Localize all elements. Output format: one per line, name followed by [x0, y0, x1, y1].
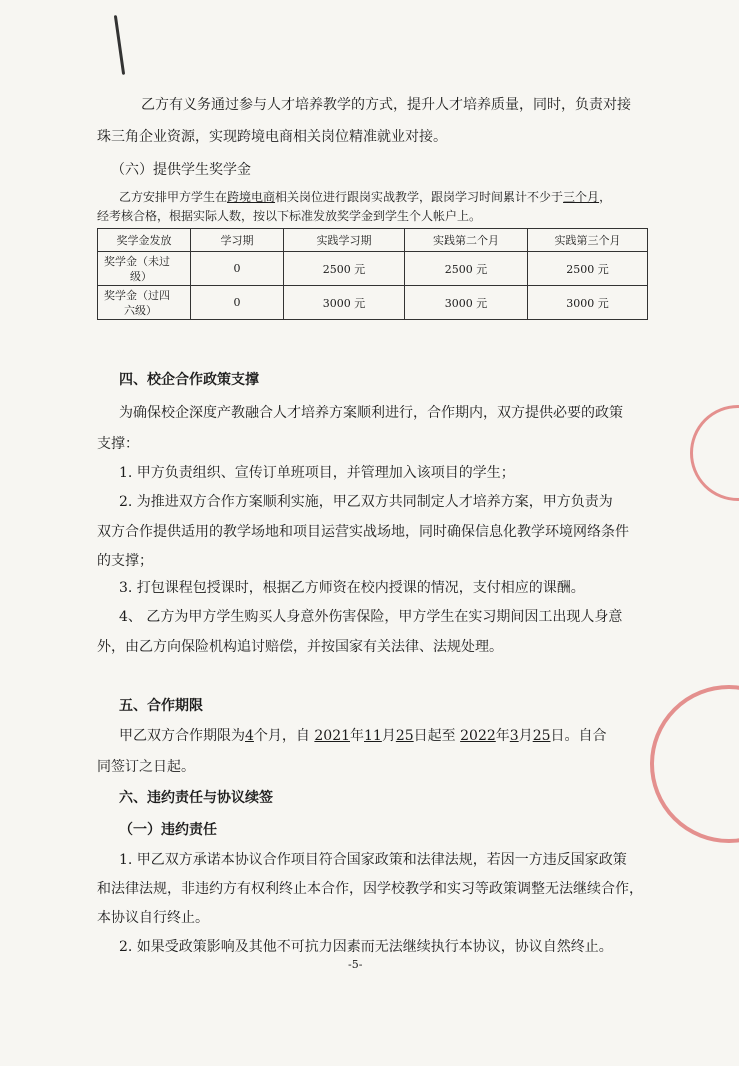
- table-row: [98, 252, 648, 286]
- section6-p2: 2. 如果受政策影响及其他不可抗力因素而无法继续执行本协议，协议自然终止。: [119, 939, 613, 955]
- section6-p1b: 和法律法规，非违约方有权利终止本合作，因学校教学和实习等政策调整无法继续合作，: [97, 881, 643, 897]
- start-month: 11: [364, 728, 382, 744]
- intro-industry: 跨境电商: [227, 190, 276, 204]
- section4-item1: 1. 甲方负责组织、宣传订单班项目，并管理加入该项目的学生；: [119, 465, 515, 481]
- table-cell: 3000 元: [405, 286, 528, 320]
- section4-item2b: 双方合作提供适用的教学场地和项目运营实战场地，同时确保信息化教学环境网络条件: [97, 524, 629, 540]
- table-header-row: [98, 229, 648, 252]
- intro-duration: 三个月: [563, 190, 600, 204]
- period-text: 年: [350, 728, 365, 744]
- table-cell: 3000 元: [528, 286, 648, 320]
- period-text: 日起至: [413, 728, 456, 744]
- section4-item3: 3. 打包课程包授课时，根据乙方师资在校内授课的情况，支付相应的课酬。: [119, 580, 585, 596]
- end-year: 2022: [460, 728, 496, 744]
- pen-mark: [114, 15, 125, 75]
- table-header: 实践第二个月: [405, 229, 528, 252]
- scholarship-table: [97, 228, 648, 320]
- section5-heading: 五、合作期限: [119, 698, 203, 714]
- section5-line2: 同签订之日起。: [97, 759, 195, 775]
- end-day: 25: [532, 728, 551, 744]
- period-text: 日。自合: [550, 728, 607, 744]
- intro-text-a: 乙方安排甲方学生在: [119, 190, 228, 204]
- table-cell: 2500 元: [405, 252, 528, 286]
- section4-heading: 四、校企合作政策支撑: [119, 372, 259, 388]
- row-label-b: 六级）: [124, 303, 157, 317]
- section4-item4b: 外，由乙方向保险机构追讨赔偿，并按国家有关法律、法规处理。: [97, 639, 503, 655]
- red-seal-fragment: [690, 405, 739, 501]
- table-cell-label: [98, 286, 191, 320]
- period-text: 月: [518, 728, 533, 744]
- scholarship-intro-line2: 经考核合格，根据实际人数，按以下标准发放奖学金到学生个人帐户上。: [97, 209, 482, 223]
- table-cell-label: [98, 252, 191, 286]
- section6-sub-heading: （一）违约责任: [119, 822, 217, 838]
- row-label-b: 级）: [130, 269, 152, 283]
- page-number: -5-: [348, 958, 363, 971]
- section4-item2c: 的支撑；: [97, 553, 153, 569]
- section6-p1a: 1. 甲乙双方承诺本协议合作项目符合国家政策和法律法规，若因一方违反国家政策: [119, 852, 627, 868]
- section6-p1c: 本协议自行终止。: [97, 910, 209, 926]
- section4-item2a: 2. 为推进双方合作方案顺利实施，甲乙双方共同制定人才培养方案，甲方负责为: [119, 494, 613, 510]
- end-month: 3: [509, 728, 519, 744]
- table-cell: 0: [191, 286, 284, 320]
- intro-text-c: 相关岗位进行跟岗实战教学，跟岗学习时间累计不少于: [275, 190, 564, 204]
- para1-line1: 乙方有义务通过参与人才培养教学的方式，提升人才培养质量，同时，负责对接: [141, 97, 631, 113]
- period-text: 年: [495, 728, 510, 744]
- period-text: 甲乙双方合作期限为: [119, 728, 245, 744]
- period-text: 月: [381, 728, 396, 744]
- row-label-a: 奖学金（未过: [104, 254, 170, 268]
- scholarship-intro-line1: [119, 188, 611, 206]
- section4-item4a: 4、 乙方为甲方学生购买人身意外伤害保险，甲方学生在实习期间因工出现人身意: [119, 609, 623, 625]
- table-cell: 2500 元: [284, 252, 405, 286]
- start-day: 25: [395, 728, 414, 744]
- table-cell: 3000 元: [284, 286, 405, 320]
- table-header: 学习期: [191, 229, 284, 252]
- row-label-a: 奖学金（过四: [104, 288, 170, 302]
- period-text: 个月，自: [253, 728, 310, 744]
- section5-period: [119, 726, 607, 746]
- table-header: 奖学金发放: [98, 229, 191, 252]
- table-header: 实践学习期: [284, 229, 405, 252]
- table-cell: 2500 元: [528, 252, 648, 286]
- intro-text-e: ，: [599, 190, 612, 204]
- section6-main-heading: 六、违约责任与协议续签: [119, 790, 273, 806]
- start-year: 2021: [314, 728, 351, 744]
- section4-intro2: 支撑：: [97, 436, 139, 452]
- table-header: 实践第三个月: [528, 229, 648, 252]
- red-seal-fragment: [650, 685, 739, 843]
- period-months: 4: [245, 728, 254, 744]
- para1-line2: 珠三角企业资源，实现跨境电商相关岗位精准就业对接。: [97, 129, 447, 145]
- table-row: [98, 286, 648, 320]
- section6-heading: （六）提供学生奖学金: [111, 162, 251, 178]
- table-cell: 0: [191, 252, 284, 286]
- section4-intro1: 为确保校企深度产教融合人才培养方案顺利进行，合作期内，双方提供必要的政策: [119, 405, 623, 421]
